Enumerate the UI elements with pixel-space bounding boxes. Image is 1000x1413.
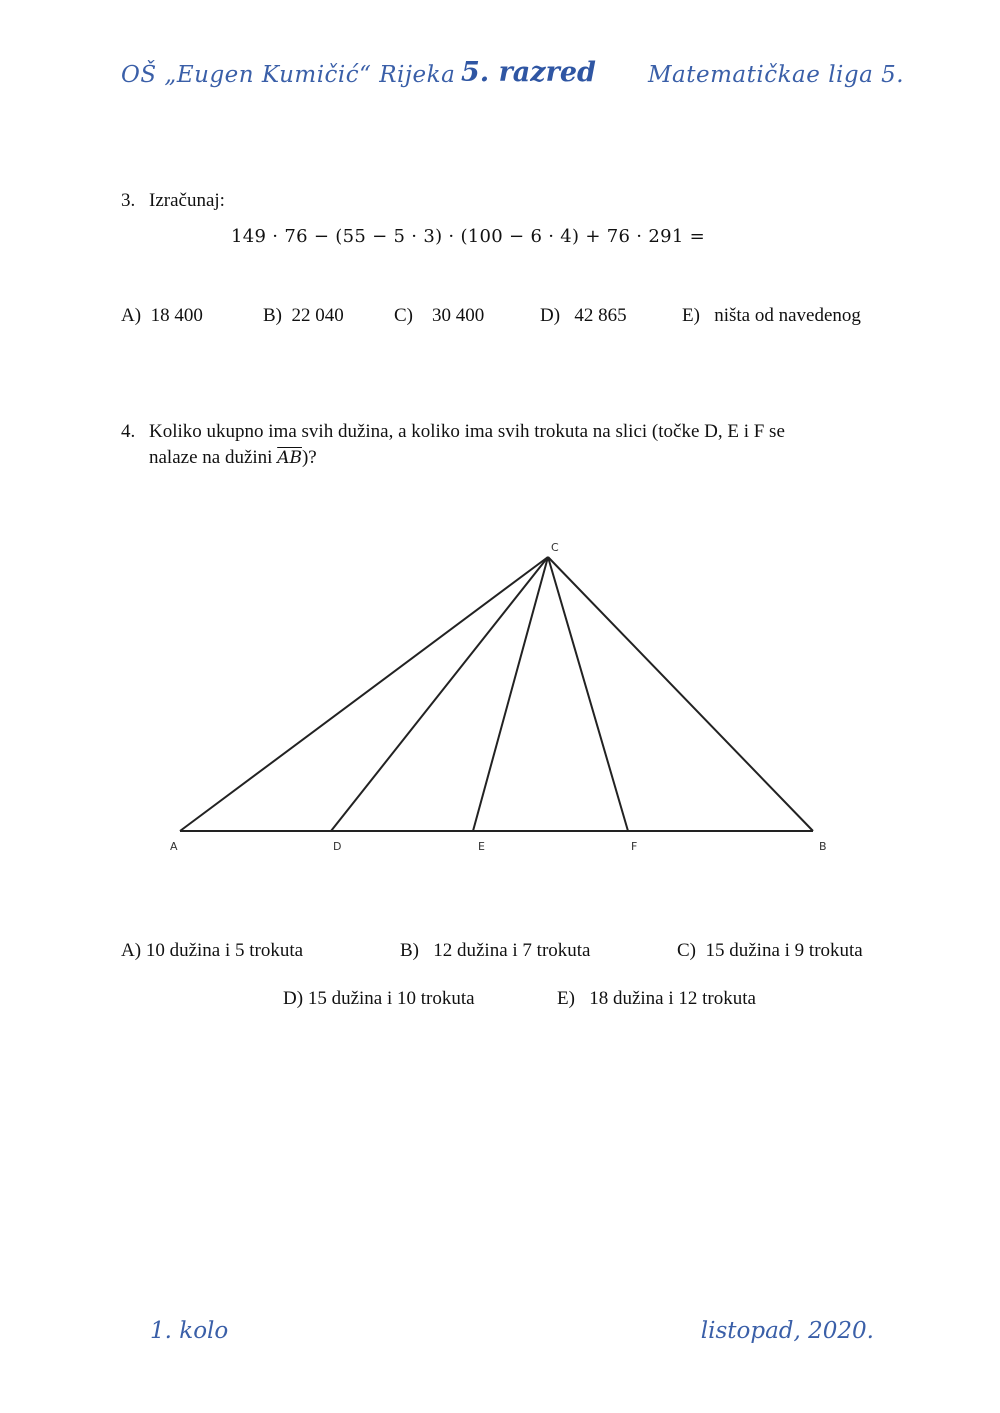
option-text: 15 dužina i 9 trokuta <box>705 940 863 961</box>
q4-option-c[interactable] <box>677 940 863 962</box>
question-4-text-line2-prefix: nalaze na dužini <box>149 447 278 468</box>
question-3-text: Izračunaj: <box>149 190 225 211</box>
question-3-prompt <box>121 188 225 214</box>
segment-ce <box>473 557 548 831</box>
option-text: 18 400 <box>150 305 203 326</box>
question-4-text-line1: Koliko ukupno ima svih dužina, a koliko ima svih trokuta na slici (točke D, E i F se <box>149 421 785 442</box>
q3-option-b[interactable] <box>263 305 344 327</box>
segment-ab-label: $\overline{AB}$ <box>277 448 302 468</box>
option-letter: D) <box>283 988 304 1009</box>
point-label-e: E <box>478 840 485 853</box>
q4-option-e[interactable] <box>557 988 756 1010</box>
q4-option-d[interactable] <box>283 988 475 1010</box>
footer-date: listopad, 2020. <box>700 1318 874 1344</box>
point-label-d: D <box>333 840 342 853</box>
option-text: ništa od navedenog <box>714 305 861 326</box>
q3-option-e[interactable] <box>682 305 861 327</box>
option-letter: E) <box>557 988 575 1009</box>
q4-option-b[interactable] <box>400 940 591 962</box>
option-text: 18 dužina i 12 trokuta <box>589 988 756 1009</box>
point-label-b: B <box>819 840 827 853</box>
header-school: OŠ „Eugen Kumičić“ Rijeka <box>121 62 456 88</box>
question-4-line2 <box>149 445 317 471</box>
point-label-f: F <box>631 840 638 853</box>
option-text: 12 dužina i 7 trokuta <box>433 940 591 961</box>
q4-option-a[interactable] <box>121 940 303 962</box>
option-letter: B) <box>400 940 419 961</box>
question-4-line1 <box>121 419 785 445</box>
option-letter: A) <box>121 940 142 961</box>
option-letter: C) <box>677 940 696 961</box>
option-letter: E) <box>682 305 700 326</box>
q3-option-d[interactable] <box>540 305 627 327</box>
option-text: 30 400 <box>432 305 485 326</box>
option-text: 22 040 <box>291 305 344 326</box>
point-label-a: A <box>170 840 178 853</box>
point-label-c: C <box>551 541 559 554</box>
question-3-expression: 149 · 76 − (55 − 5 · 3) · (100 − 6 · 4) + 76 · 291 = <box>231 226 706 247</box>
question-4-text-line2-suffix: )? <box>301 447 317 468</box>
header-grade: 5. razred <box>461 57 596 88</box>
q3-option-a[interactable] <box>121 305 203 327</box>
question-4-number: 4. <box>121 421 136 442</box>
option-text: 10 dužina i 5 trokuta <box>145 940 304 961</box>
question-3-number: 3. <box>121 190 136 211</box>
option-letter: A) <box>121 305 142 326</box>
footer-round: 1. kolo <box>150 1318 229 1344</box>
option-text: 15 dužina i 10 trokuta <box>307 988 475 1009</box>
header-league: Matematičkae liga 5. <box>648 62 905 88</box>
option-letter: D) <box>540 305 561 326</box>
triangle-figure <box>150 530 850 870</box>
option-letter: B) <box>263 305 282 326</box>
option-text: 42 865 <box>574 305 627 326</box>
q3-option-c[interactable] <box>394 305 484 327</box>
option-letter: C) <box>394 305 413 326</box>
